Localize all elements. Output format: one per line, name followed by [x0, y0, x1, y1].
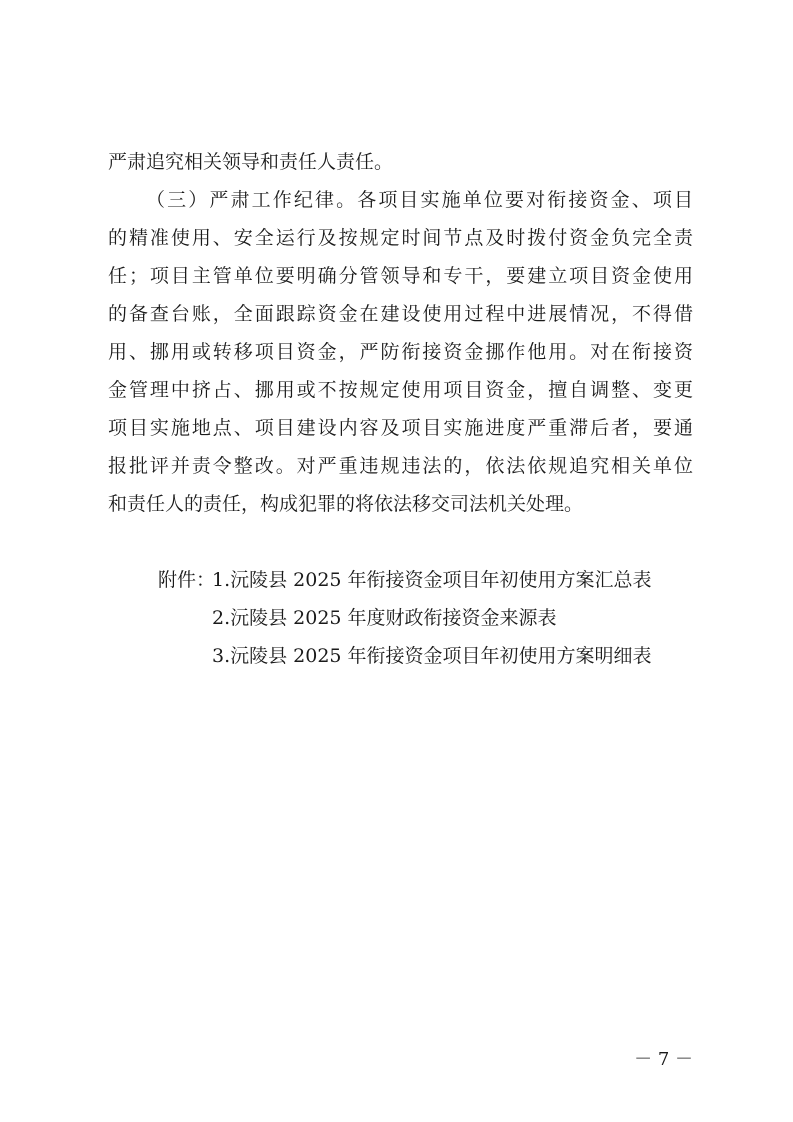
text-line: 金管理中挤占、挪用或不按规定使用项目资金，擅自调整、变更 — [108, 379, 693, 401]
text-line: 严肃追究相关领导和责任人责任。 — [108, 151, 394, 173]
text-line: 项目实施地点、项目建设内容及项目实施进度严重滞后者，要通 — [108, 417, 693, 439]
text-line: 报批评并责令整改。对严重违规违法的，依法依规追究相关单位 — [108, 455, 693, 477]
text-line: 用、挪用或转移项目资金，严防衔接资金挪作他用。对在衔接资 — [108, 341, 693, 363]
text-line: 的精准使用、安全运行及按规定时间节点及时拨付资金负完全责 — [108, 227, 693, 249]
attachment-item: 2.沅陵县 2025 年度财政衔接资金来源表 — [212, 607, 557, 629]
attachments-label: 附件： — [158, 569, 216, 591]
text-line: 和责任人的责任，构成犯罪的将依法移交司法机关处理。 — [108, 493, 584, 515]
text-line: 任；项目主管单位要明确分管领导和专干，要建立项目资金使用 — [108, 265, 693, 287]
section-heading-line: （三）严肃工作纪律。各项目实施单位要对衔接资金、项目 — [146, 189, 693, 211]
text-line: 的备查台账，全面跟踪资金在建设使用过程中进展情况，不得借 — [108, 303, 693, 325]
attachment-item: 3.沅陵县 2025 年衔接资金项目年初使用方案明细表 — [212, 645, 652, 667]
attachment-item: 1.沅陵县 2025 年衔接资金项目年初使用方案汇总表 — [212, 569, 652, 591]
page-number: － 7 － — [634, 1049, 693, 1070]
